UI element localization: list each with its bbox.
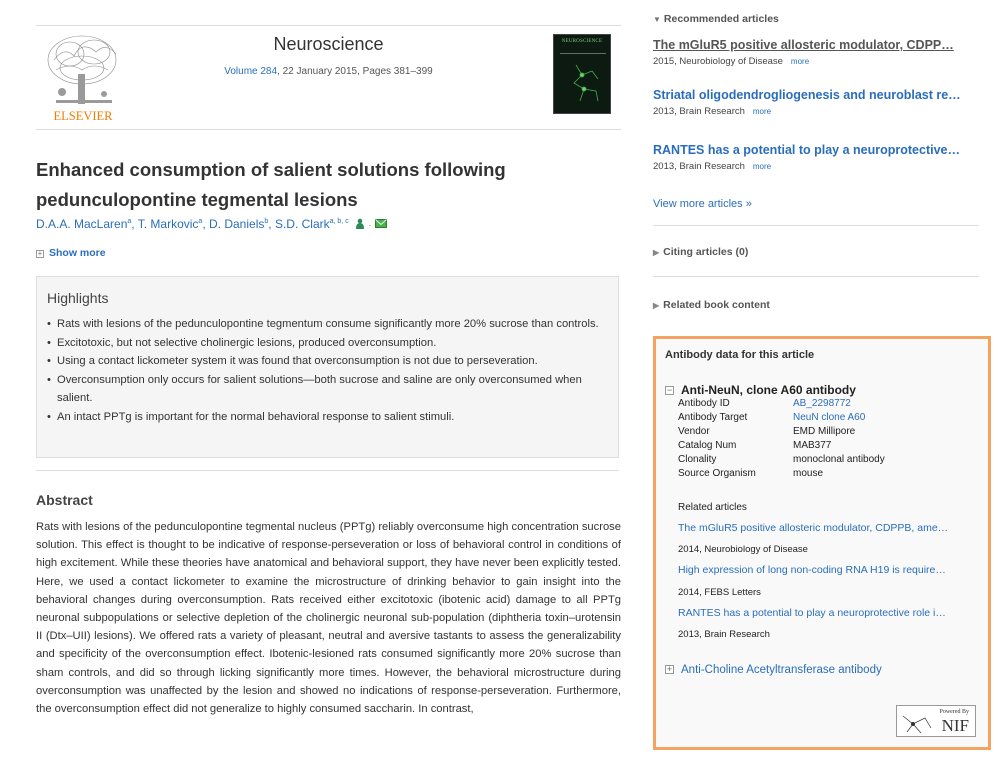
related-article-link[interactable]: RANTES has a potential to play a neuroprotective role i… (678, 607, 946, 619)
cover-title: NEUROSCIENCE (561, 39, 603, 44)
recommended-article-meta: 2013, Brain Research more (653, 161, 772, 172)
recommended-article-meta: 2013, Brain Research more (653, 106, 772, 117)
recommended-articles-toggle[interactable]: ▼ Recommended articles (653, 13, 779, 25)
journal-issue-info (36, 66, 621, 77)
journal-cover-image[interactable] (553, 34, 611, 114)
powered-by-nif-badge[interactable] (896, 705, 976, 737)
powered-by-text: Powered By (939, 709, 969, 715)
antibody-details (678, 398, 885, 482)
antibody-panel-heading: Antibody data for this article (665, 349, 815, 361)
recommended-article (653, 88, 979, 117)
expand-icon: + (666, 664, 673, 674)
collapse-icon: − (666, 385, 673, 395)
antibody-row: Antibody ID AB_2298772 (678, 398, 851, 409)
more-link[interactable]: more (752, 107, 772, 116)
related-article-link[interactable]: High expression of long non-coding RNA H19 is require… (678, 564, 946, 576)
highlight-item: • An intact PPTg is important for the normal behavioral response to salient stimuli. (47, 408, 608, 427)
volume-link[interactable]: Volume 284 (224, 66, 278, 77)
expand-triangle-icon: ▶ (653, 301, 660, 310)
sidebar-divider (653, 225, 979, 226)
abstract-heading: Abstract (36, 492, 93, 508)
elsevier-wordmark: ELSEVIER (53, 109, 113, 123)
antibody-row: Source Organism mouse (678, 468, 824, 479)
highlights-list (47, 315, 608, 426)
antibody-row: Antibody Target NeuN clone A60 (678, 412, 866, 423)
related-article-meta: 2014, FEBS Letters (678, 587, 761, 598)
citing-articles-toggle[interactable]: ▶ Citing articles (0) (653, 246, 749, 258)
journal-header (36, 25, 621, 130)
recommended-article-title[interactable]: RANTES has a potential to play a neuroprotective… (653, 143, 961, 157)
recommended-article-title[interactable]: The mGluR5 positive allosteric modulator, CDPP… (653, 38, 954, 52)
highlights-heading: Highlights (47, 290, 109, 306)
collapse-triangle-icon: ▼ (653, 15, 661, 24)
article-column (36, 0, 621, 757)
related-articles-heading: Related articles (678, 502, 747, 513)
cover-art (554, 35, 611, 114)
expand-icon: + (37, 249, 43, 258)
highlight-item: • Using a contact lickometer system it was found that overconsumption is not due to perseveration. (47, 352, 608, 371)
related-book-content-toggle[interactable]: ▶ Related book content (653, 299, 770, 311)
author-link[interactable]: S.D. Clark$^{a, b, c}$ (274, 217, 349, 231)
author-link[interactable]: D.A.A. MacLaren$^a$ (36, 217, 132, 231)
antibody-data-panel (653, 336, 991, 750)
antibody-toggle[interactable]: − Anti-NeuN, clone A60 antibody (666, 383, 856, 397)
highlights-box (36, 276, 619, 458)
abstract-text: Rats with lesions of the pedunculopontine tegmental nucleus (PPTg) reliably overconsume high concentration sucrose solution. This effect is thought to be indicative of response-perseveration or loss of behavioral control in conditions of high excitement. While these theories have anatomical and behavioral support, they have never been explicitly tested. Here, we used a contact lickometer to examine the microstructure of drinking behavior to gain insight into the behavioral changes during overconsumption. Rats received either excitotoxic (ibotenic acid) damage to all PPTg neuronal subpopulations or selective depletion of the cholinergic neuronal sub-population (diphtheria toxin–urotensin II (Dtx–UII) lesions). We offered rats a variety of pleasant, neutral and aversive tastants to assess the generalizability and specificity of the overconsumption effect. Ibotenic-lesioned rats consumed significantly more 20% sucrose than sham controls, and did so through licking significantly more times. However, the behavioral microstructure during overconsumption was unaffected by the lesion and showed no indications of response-perseveration. Furthermore, the overconsumption effect did not generalize to highly consumed saccharin. In contrast, (36, 521, 621, 716)
antibody-row: Clonality monoclonal antibody (678, 454, 885, 465)
highlight-item: • Excitotoxic, but not selective cholinergic lesions, produced overconsumption. (47, 334, 608, 353)
expand-triangle-icon: ▶ (653, 248, 660, 257)
section-divider (36, 470, 619, 471)
highlight-item: • Rats with lesions of the pedunculopontine tegmentum consume significantly more 20% sucrose than controls. (47, 315, 608, 334)
second-antibody-toggle[interactable]: + Anti-Choline Acetyltransferase antibody (666, 664, 882, 676)
related-article-meta: 2014, Neurobiology of Disease (678, 544, 808, 555)
article-title: Enhanced consumption of salient solutions following pedunculopontine tegmental lesions (36, 159, 506, 210)
recommended-article (653, 143, 979, 172)
author-link[interactable]: D. Daniels$^b$ (209, 217, 269, 231)
related-article-link[interactable]: The mGluR5 positive allosteric modulator, CDPPB, ame… (678, 522, 949, 534)
nif-network-icon (900, 708, 934, 736)
antibody-target-link[interactable]: NeuN clone A60 (793, 412, 866, 423)
author-list: D.A.A. MacLaren$^a$, T. Markovic$^a$, D. Daniels$^b$, S.D. Clark$^{a, b, c}$ · (36, 217, 387, 231)
recommended-article (653, 38, 979, 67)
journal-title[interactable]: Neuroscience (273, 34, 384, 54)
antibody-row: Catalog Num MAB377 (678, 440, 832, 451)
highlight-item: • Overconsumption only occurs for salient solutions—both sucrose and saline are only overconsumed when salient. (47, 371, 608, 408)
more-link[interactable]: more (752, 162, 772, 171)
recommended-article-meta: 2015, Neurobiology of Disease more (653, 56, 810, 67)
antibody-row: Vendor EMD Millipore (678, 426, 856, 437)
recommended-article-title[interactable]: Striatal oligodendrogliogenesis and neuroblast re… (653, 88, 961, 102)
person-icon[interactable] (355, 218, 365, 229)
show-more-toggle[interactable]: + Show more (37, 247, 106, 259)
sidebar-divider (653, 276, 979, 277)
view-more-articles-link[interactable]: View more articles » (653, 198, 752, 210)
nif-logo-text: NIF (941, 716, 969, 735)
author-link[interactable]: T. Markovic$^a$ (137, 217, 203, 231)
related-article-meta: 2013, Brain Research (678, 629, 770, 640)
envelope-icon[interactable] (375, 219, 387, 228)
antibody-id-link[interactable]: AB_2298772 (793, 398, 851, 409)
more-link[interactable]: more (790, 57, 810, 66)
issue-details: , 22 January 2015, Pages 381–399 (277, 66, 433, 77)
